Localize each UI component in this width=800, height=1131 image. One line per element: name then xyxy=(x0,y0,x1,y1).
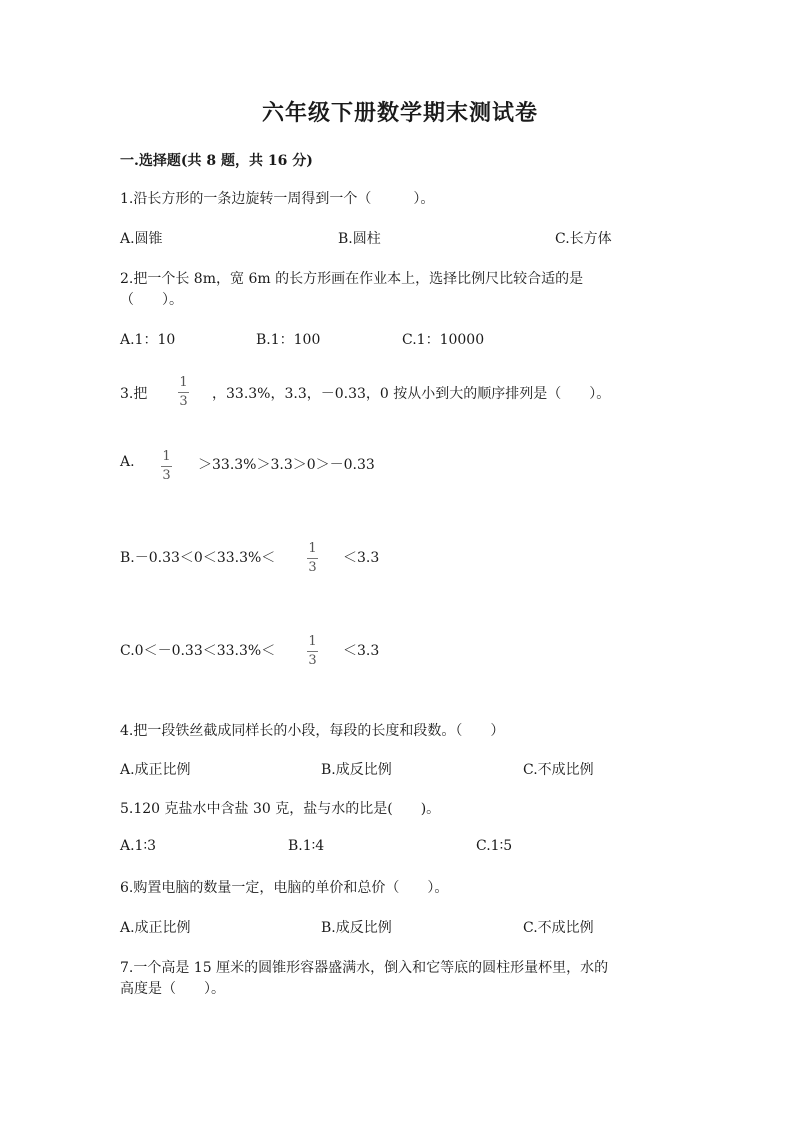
fraction-one-third xyxy=(307,635,318,667)
question-3-text: ，33.3%，3.3，－0.33，0 按从小到大的顺序排列是（ ）。 xyxy=(212,386,611,402)
fraction-denominator: 3 xyxy=(179,394,188,409)
q3-option-b-text: B.－0.33＜0＜33.3%＜ xyxy=(120,550,276,566)
fraction-numerator: 1 xyxy=(308,634,317,649)
q4-option-b: B.成反比例 xyxy=(321,762,392,778)
q3-option-a-label: A. xyxy=(120,454,135,470)
q1-option-b: B.圆柱 xyxy=(338,231,381,247)
fraction-numerator: 1 xyxy=(162,449,171,464)
fraction-denominator: 3 xyxy=(308,653,317,668)
question-3-prefix: 3.把 xyxy=(120,386,148,402)
q1-option-c: C.长方体 xyxy=(555,231,612,247)
question-4: 4.把一段铁丝截成同样长的小段，每段的长度和段数。（ ） xyxy=(120,723,505,739)
question-7-line-2: 高度是（ ）。 xyxy=(120,981,225,997)
question-7-line-1: 7.一个高是 15 厘米的圆锥形容器盛满水，倒入和它等底的圆柱形量杯里，水的 xyxy=(120,960,609,976)
q2-option-a: A.1：10 xyxy=(120,332,176,348)
fraction-one-third xyxy=(161,450,172,482)
fraction-bar xyxy=(178,392,189,393)
q3-option-c-tail: ＜3.3 xyxy=(343,643,380,659)
fraction-numerator: 1 xyxy=(179,375,188,390)
page-title: 六年级下册数学期末测试卷 xyxy=(261,100,538,126)
q6-option-c: C.不成比例 xyxy=(523,920,594,936)
q2-option-b: B.1：100 xyxy=(256,332,321,348)
q4-option-c: C.不成比例 xyxy=(523,762,594,778)
question-1: 1.沿长方形的一条边旋转一周得到一个（ ）。 xyxy=(120,191,435,207)
q1-option-a: A.圆锥 xyxy=(120,231,163,247)
q3-option-c-text: C.0＜－0.33＜33.3%＜ xyxy=(120,643,276,659)
q3-option-a-text: ＞33.3%＞3.3＞0＞－0.33 xyxy=(198,457,375,473)
q3-option-b-tail: ＜3.3 xyxy=(343,550,380,566)
q4-option-a: A.成正比例 xyxy=(120,762,191,778)
q2-option-c: C.1：10000 xyxy=(402,332,485,348)
q5-option-b: B.1∶4 xyxy=(288,838,325,854)
question-6: 6.购置电脑的数量一定，电脑的单价和总价（ ）。 xyxy=(120,880,449,896)
q5-option-c: C.1∶5 xyxy=(476,838,513,854)
fraction-one-third xyxy=(178,376,189,408)
question-2-line-1: 2.把一个长 8m，宽 6m 的长方形画在作业本上，选择比例尺比较合适的是 xyxy=(120,271,584,287)
q6-option-a: A.成正比例 xyxy=(120,920,191,936)
question-2-line-2: （ ）。 xyxy=(120,292,183,308)
fraction-denominator: 3 xyxy=(308,560,317,575)
fraction-numerator: 1 xyxy=(308,541,317,556)
fraction-one-third xyxy=(307,542,318,574)
fraction-bar xyxy=(161,466,172,467)
fraction-bar xyxy=(307,651,318,652)
section-heading: 一.选择题(共 8 题，共 16 分) xyxy=(120,153,313,169)
fraction-denominator: 3 xyxy=(162,468,171,483)
q5-option-a: A.1∶3 xyxy=(120,838,157,854)
question-5: 5.120 克盐水中含盐 30 克，盐与水的比是( )。 xyxy=(120,801,441,817)
fraction-bar xyxy=(307,558,318,559)
q6-option-b: B.成反比例 xyxy=(321,920,392,936)
